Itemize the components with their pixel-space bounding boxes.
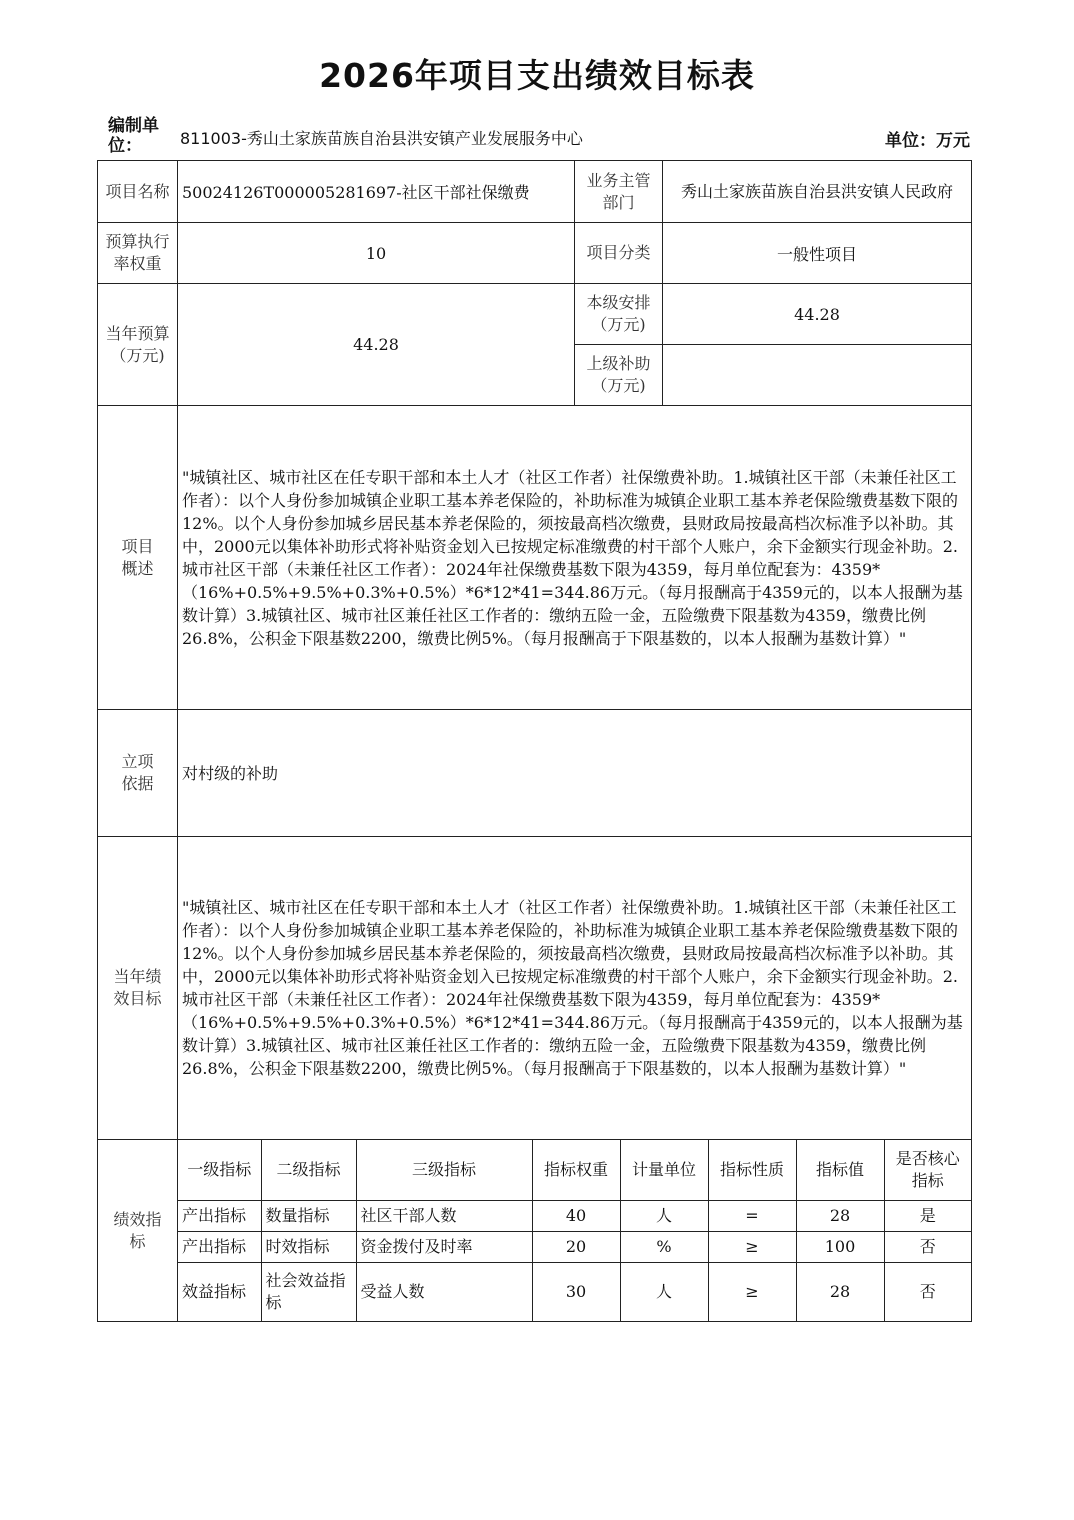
overview-text: "城镇社区、城市社区在任专职干部和本土人才（社区工作者）社保缴费补助。1.城镇社区干部（未兼任社区工作者）：以个人身份参加城镇企业职工基本养老保险的，补助标准为城镇企业职工基本养老保险缴费基数下限的12%。以个人身份参加城乡居民基本养老保险的，须按最高档次缴费，县财政局按最高档次标准予以补助。其中，2000元以集体补助形式将补贴资金划入已按规定标准缴费的村干部个人账户，余下金额实行现金补助。2.城市社区干部（未兼任社区工作者）：2024年社保缴费基数下限为4359，每月单位配套为：4359*（16%+0.5%+9.5%+0.3%+0.5%）*6*12*41=344.86万元。（每月报酬高于4359元的，以本人报酬为基数计算）3.城镇社区、城市社区兼任社区工作者的：缴纳五险一金，五险缴费下限基数为4359，缴费比例26.8%，公积金下限基数2200，缴费比例5%。（每月报酬高于下限基数的，以本人报酬为基数计算）" (178, 406, 972, 710)
row3-value: 28 (796, 1262, 884, 1321)
row3-level2: 社会效益指标 (261, 1262, 356, 1321)
header-level1: 一级指标 (178, 1140, 261, 1200)
overview-label: 项目概述 (98, 406, 178, 710)
table-row (178, 1200, 971, 1231)
row1-level3: 社区干部人数 (356, 1200, 532, 1231)
row1-level1: 产出指标 (178, 1200, 261, 1231)
header-core: 是否核心指标 (884, 1140, 971, 1200)
local-value: 44.28 (663, 284, 972, 345)
indicator-label: 绩效指标 (98, 1140, 178, 1322)
row1-weight: 40 (532, 1200, 620, 1231)
row1-level2: 数量指标 (261, 1200, 356, 1231)
row1-core: 是 (884, 1200, 971, 1231)
row2-value: 100 (796, 1231, 884, 1262)
header-level3: 三级指标 (356, 1140, 532, 1200)
row3-level3: 受益人数 (356, 1262, 532, 1321)
performance-table (97, 160, 972, 1322)
money-unit: 单位：万元 (885, 131, 970, 151)
table-row (178, 1231, 971, 1262)
header-level2: 二级指标 (261, 1140, 356, 1200)
row3-unit: 人 (620, 1262, 708, 1321)
row3-level1: 效益指标 (178, 1262, 261, 1321)
row2-level3: 资金拨付及时率 (356, 1231, 532, 1262)
row2-nature: ≥ (708, 1231, 796, 1262)
rate-label: 预算执行率权重 (98, 223, 178, 284)
basis-label: 立项依据 (98, 710, 178, 837)
goal-text: "城镇社区、城市社区在任专职干部和本土人才（社区工作者）社保缴费补助。1.城镇社区干部（未兼任社区工作者）：以个人身份参加城镇企业职工基本养老保险的，补助标准为城镇企业职工基本养老保险缴费基数下限的12%。以个人身份参加城乡居民基本养老保险的，须按最高档次缴费，县财政局按最高档次标准予以补助。其中，2000元以集体补助形式将补贴资金划入已按规定标准缴费的村干部个人账户，余下金额实行现金补助。2.城市社区干部（未兼任社区工作者）：2024年社保缴费基数下限为4359，每月单位配套为：4359*（16%+0.5%+9.5%+0.3%+0.5%）*6*12*41=344.86万元。（每月报酬高于4359元的，以本人报酬为基数计算）3.城镇社区、城市社区兼任社区工作者的：缴纳五险一金，五险缴费下限基数为4359，缴费比例26.8%，公积金下限基数2200，缴费比例5%。（每月报酬高于下限基数的，以本人报酬为基数计算）" (178, 837, 972, 1140)
budget-value: 44.28 (178, 284, 575, 406)
dept-value: 秀山土家族苗族自治县洪安镇人民政府 (663, 161, 972, 223)
indicator-table (178, 1140, 971, 1321)
project-name-label: 项目名称 (98, 161, 178, 223)
row2-unit: % (620, 1231, 708, 1262)
dept-label: 业务主管部门 (575, 161, 663, 223)
row1-unit: 人 (620, 1200, 708, 1231)
project-name-value: 50024126T000005281697-社区干部社保缴费 (178, 161, 575, 223)
rate-value: 10 (178, 223, 575, 284)
budget-label: 当年预算（万元) (98, 284, 178, 406)
category-value: 一般性项目 (663, 223, 972, 284)
table-row (178, 1262, 971, 1321)
page-title: 2026年项目支出绩效目标表 (319, 56, 755, 95)
local-label: 本级安排（万元) (575, 284, 663, 345)
upper-value (663, 345, 972, 406)
header-unit: 计量单位 (620, 1140, 708, 1200)
row1-value: 28 (796, 1200, 884, 1231)
row1-nature: = (708, 1200, 796, 1231)
header-nature: 指标性质 (708, 1140, 796, 1200)
row3-core: 否 (884, 1262, 971, 1321)
row2-level2: 时效指标 (261, 1231, 356, 1262)
row2-weight: 20 (532, 1231, 620, 1262)
unit-label: 编制单位： (108, 116, 159, 156)
header-weight: 指标权重 (532, 1140, 620, 1200)
upper-label: 上级补助（万元) (575, 345, 663, 406)
indicator-cell (178, 1140, 972, 1322)
header-value: 指标值 (796, 1140, 884, 1200)
row2-level1: 产出指标 (178, 1231, 261, 1262)
row3-nature: ≥ (708, 1262, 796, 1321)
row2-core: 否 (884, 1231, 971, 1262)
basis-text: 对村级的补助 (178, 710, 972, 837)
row3-weight: 30 (532, 1262, 620, 1321)
goal-label: 当年绩效目标 (98, 837, 178, 1140)
unit-name: 811003-秀山土家族苗族自治县洪安镇产业发展服务中心 (180, 129, 583, 148)
category-label: 项目分类 (575, 223, 663, 284)
